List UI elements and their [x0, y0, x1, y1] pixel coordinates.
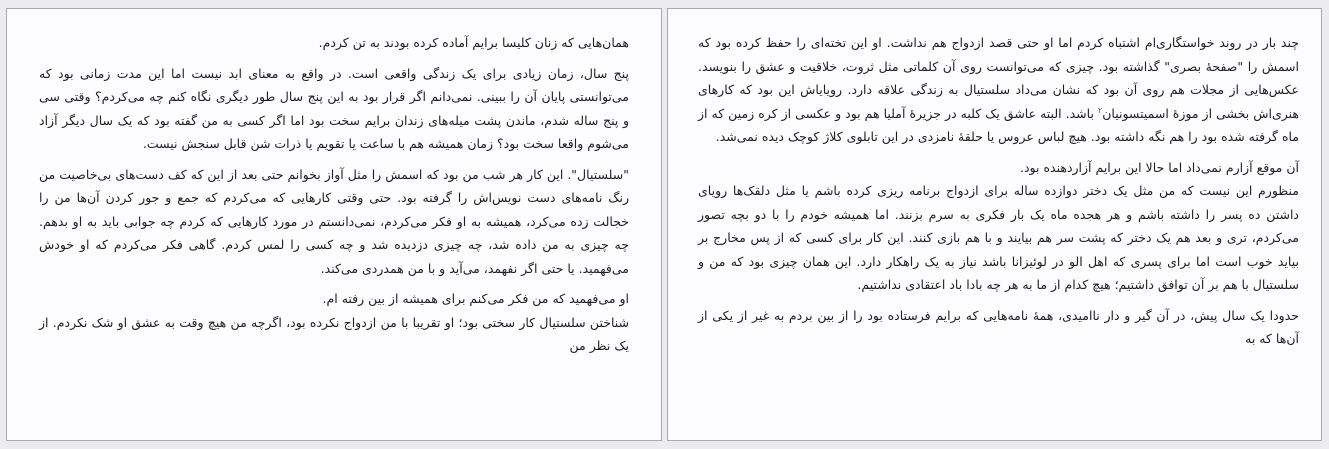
paragraph-text: باشد. البته عاشق یک کلبه در جزیرهٔ آملیا هم بود و عکسی از کره زمین که از ماه گرفته شده بود را هم نگه داشته بود. هیچ لباس عروس یا حلقهٔ نامزدی در این تابلوی کلاژ کوچک دیده نمی‌شد. — [698, 105, 1299, 144]
paragraph: همان‌هایی که زنان کلیسا برایم آماده کرده بودند به تن کردم. — [318, 35, 629, 50]
paragraph: پنج سال، زمان زیادی برای یک زندگی واقعی است. در واقع به معنای ابد نیست اما این مدت زمانی بود که می‌توانستی پایان آن را ببینی. نمی‌دانم اگر قرار بود به این پنج سال طور دیگری نگاه کنم چه می‌کردم؟ وقتی سی و پنج ساله شدم، ماندن پشت میله‌های زندان برایم سخت بود اما اگر کسی به من گفته بود که یک سال دیگر آزاد می‌شوم واقعا سخت بود؟ زمان همیشه هم با ساعت یا تقویم یا ذرات شن قابل سنجش نیست. — [39, 65, 629, 151]
left-page[interactable] — [6, 8, 662, 441]
paragraph — [698, 31, 1299, 149]
right-page-text — [698, 31, 1299, 358]
right-page[interactable] — [667, 8, 1322, 441]
paragraph: شناختن سلستیال کار سختی بود؛ او تقریبا با من ازدواج نکرده بود، اگرچه من هیچ وقت به عشق او شک نکردم. از یک نظر من — [39, 314, 629, 353]
paragraph: حدودا یک سال پیش، در آن گیر و دار ناامیدی، همهٔ نامه‌هایی که برایم فرستاده بود را از بین بردم به غیر از یکی از آن‌ها که به — [698, 307, 1299, 346]
paragraph: منظورم این نیست که من مثل یک دختر دوازده ساله برای ازدواج برنامه ریزی کرده باشم یا مثل دلقک‌ها رویای داشتن ده پسر را داشته باشم و هر هجده ماه یک بار فکری به سرم بزنند. اما همیشه خودم را با دو بچه تصور می‌کردم، تری و بعد هم یک دختر که پشت سر هم بیایند و با هم بازی کنند. این کار برای کسی که از پس مخارج بر بیاید خوب است اما برای پسری که اهل الو در لوئیزانا باشد نیاز به یک راهکار دارد. این همان چیزی بود که من و سلستیال با هم بر آن توافق داشتیم؛ هیچ کدام از ما به هر چه بادا باد اعتقادی نداشتیم. — [698, 183, 1299, 292]
paragraph: "سلستیال". این کار هر شب من بود که اسمش را مثل آواز بخوانم حتی بعد از این که کف دست‌های بی‌خاصیت من رنگ نامه‌های دست نویس‌اش را گرفته بود. حتی وقتی کارهایی که می‌کردم که جمع و جور کردن آن‌ها من را خجالت زده می‌کرد، همیشه به او فکر می‌کردم، نمی‌دانستم در مورد کارهایی که کردم چه جوابی باید به او بدهم. چه چیزی به من داده شد، چه چیزی دزدیده شد و چه کسی را لمس کردم. گاهی فکر می‌کردم که او خودش می‌فهمید. یا حتی اگر نفهمد، می‌آید و با من همدردی می‌کند. — [39, 166, 629, 276]
left-page-text — [39, 31, 629, 365]
paragraph: او می‌فهمید که من فکر می‌کنم برای همیشه از بین رفته ام. — [322, 291, 629, 306]
footnote-marker[interactable]: ۲ — [1097, 105, 1103, 115]
paragraph: آن موقع آزارم نمی‌داد اما حالا این برایم آزاردهنده بود. — [1020, 159, 1299, 175]
paragraph-text: چند بار در روند خواستگاری‌ام اشتباه کردم اما او حتی قصد ازدواج هم نداشت. او این تخته‌ای را حفظ کرده بود که اسمش را "صفحهٔ بصری" گذاشته بود. چیزی که می‌توانست روی آن کلماتی مثل ثروت، خلاقیت و عشق را بنویسد. عکس‌هایی از مجلات هم روی آن بود که نشان می‌داد سلستیال به زندگی علاقه دارد. رویایاش این بود که کارهای هنری‌اش بخشی از موزهٔ اسمیتسونیان — [698, 35, 1299, 121]
